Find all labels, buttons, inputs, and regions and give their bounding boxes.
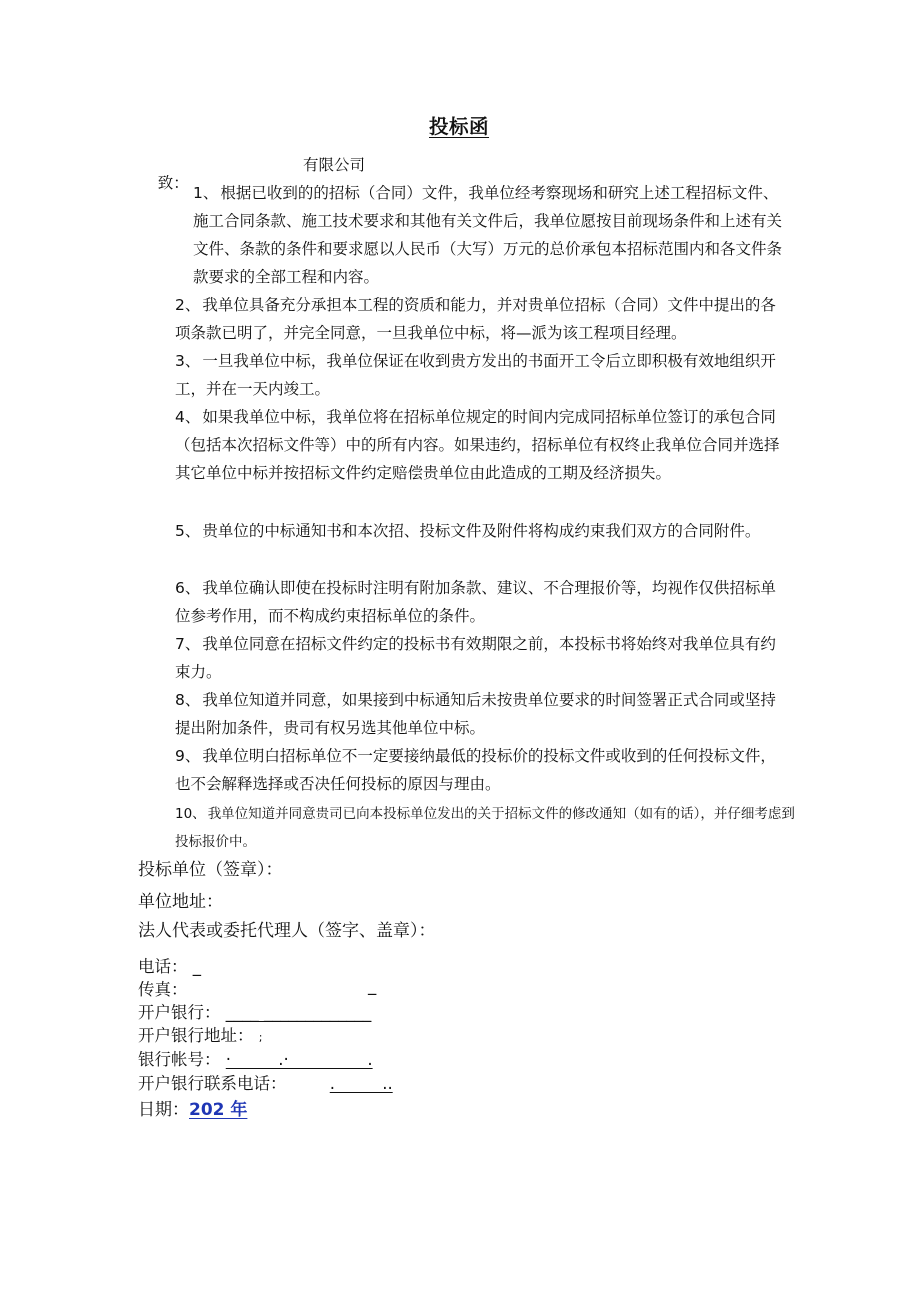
clause-5 — [138, 517, 788, 545]
bank-field — [138, 999, 371, 1023]
clause-text: 我单位知道并同意，如果接到中标通知后未按贵单位要求的时间签署正式合同或坚持提出附加条件，贵司有权另选其他单位中标。 — [175, 691, 776, 737]
to-label: 致： — [157, 174, 189, 192]
date-label: 日期： — [138, 1100, 189, 1120]
clause-text: 贵单位的中标通知书和本次招、投标文件及附件将构成约束我们双方的合同附件。 — [202, 522, 761, 540]
clause-2 — [175, 291, 787, 347]
clause-1 — [193, 179, 788, 291]
phone-field — [138, 953, 201, 977]
clause-text: 我单位明白招标单位不一定要接纳最低的投标价的投标文件或收到的任何投标文件，也不会解释选择或否决任何投标的原因与理由。 — [175, 747, 776, 793]
phone-label: 电话： — [138, 957, 188, 976]
clause-7 — [175, 630, 787, 686]
clause-10 — [175, 800, 795, 856]
fax-field — [138, 976, 377, 1000]
bidder-signature-field: 投标单位（签章）： — [138, 860, 283, 880]
clause-number: 6、 — [175, 579, 201, 597]
phone-value: _ — [192, 957, 201, 976]
clause-number: 7、 — [175, 635, 201, 653]
bank-phone-label: 开户银行联系电话： — [138, 1074, 287, 1093]
clause-number: 3、 — [175, 352, 201, 370]
bank-account-label: 银行帐号： — [138, 1050, 221, 1069]
bank-label: 开户银行： — [138, 1003, 221, 1022]
bank-address-field — [138, 1022, 262, 1046]
clause-number: 2、 — [175, 296, 201, 314]
bank-address-label: 开户银行地址： — [138, 1026, 254, 1045]
clause-text: 我单位具备充分承担本工程的资质和能力，并对贵单位招标（合同）文件中提出的各项条款已明了，并完全同意，一旦我单位中标，将—派为该工程项目经理。 — [175, 296, 776, 342]
bank-account-field — [138, 1046, 373, 1070]
document-title: 投标函 — [429, 115, 490, 138]
clause-number: 4、 — [175, 408, 201, 426]
clause-4 — [175, 403, 787, 487]
salutation — [138, 153, 366, 229]
address-field: 单位地址： — [138, 892, 223, 912]
bank-account-value: · .· . — [225, 1050, 373, 1069]
clause-number: 5、 — [175, 522, 201, 540]
date-value: 202 年 — [189, 1100, 248, 1120]
bank-address-value: ; — [258, 1031, 263, 1044]
clause-text: 如果我单位中标，我单位将在招标单位规定的时间内完成同招标单位签订的承包合同（包括本次招标文件等）中的所有内容。如果违约，招标单位有权终止我单位合同并选择其它单位中标并按招标文件约定赔偿贵单位由此造成的工期及经济损失。 — [175, 408, 780, 482]
date-field — [138, 1095, 247, 1120]
bank-value: ____ _____________ — [225, 1003, 372, 1022]
clause-8 — [175, 686, 787, 742]
bank-phone-value: . .. — [329, 1074, 393, 1093]
clause-text: 一旦我单位中标，我单位保证在收到贵方发出的书面开工令后立即积极有效地组织开工，并在一天内竣工。 — [175, 352, 776, 398]
clause-9 — [175, 742, 787, 798]
clause-text: 我单位同意在招标文件约定的投标书有效期限之前，本投标书将始终对我单位具有约束力。 — [175, 635, 776, 681]
fax-value: _ — [368, 976, 377, 995]
clause-text: 我单位确认即使在投标时注明有附加条款、建议、不合理报价等，均视作仅供招标单位参考作用，而不构成约束招标单位的条件。 — [175, 579, 776, 625]
recipient-company: 有限公司 — [303, 156, 366, 174]
clause-number: 10、 — [175, 806, 206, 822]
legal-representative-field: 法人代表或委托代理人（签字、盖章）： — [138, 921, 436, 941]
clause-number: 1、 — [193, 184, 219, 202]
bank-phone-field — [138, 1070, 393, 1094]
clause-6 — [175, 574, 787, 630]
clause-text: 我单位知道并同意贵司已向本投标单位发出的关于招标文件的修改通知（如有的话），并仔细考虑到投标报价中。 — [175, 806, 795, 850]
clause-3 — [175, 347, 787, 403]
clause-number: 8、 — [175, 691, 201, 709]
clause-number: 9、 — [175, 747, 201, 765]
fax-label: 传真： — [138, 980, 188, 999]
clause-text: 根据已收到的的招标（合同）文件，我单位经考察现场和研究上述工程招标文件、施工合同条款、施工技术要求和其他有关文件后，我单位愿按目前现场条件和上述有关文件、条款的条件和要求愿以人民币（大写）万元的总价承包本招标范围内和各文件条款要求的全部工程和内容。 — [193, 184, 783, 286]
